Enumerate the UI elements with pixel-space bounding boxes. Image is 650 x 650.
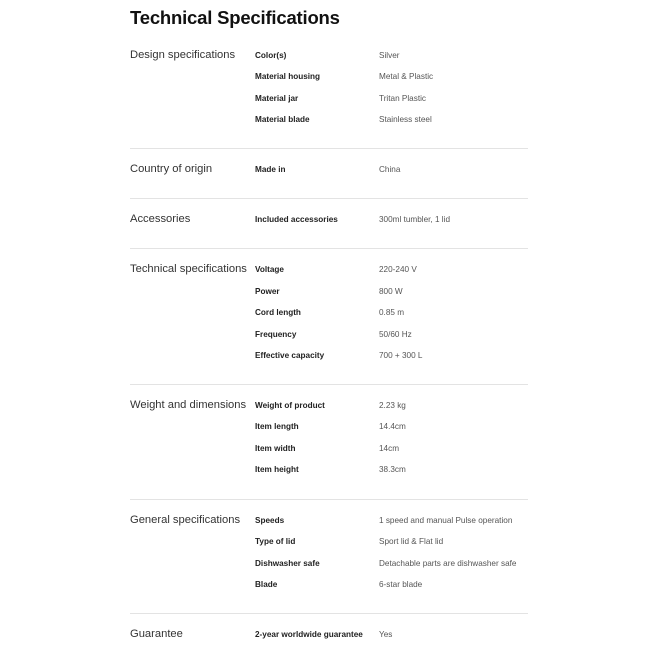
spec-value: Silver xyxy=(379,51,400,60)
section-divider xyxy=(130,384,528,385)
spec-value: Tritan Plastic xyxy=(379,94,427,103)
spec-label: Blade xyxy=(255,580,278,589)
spec-row xyxy=(130,401,528,417)
spec-row xyxy=(130,580,528,596)
section-heading: Country of origin xyxy=(130,163,213,175)
spec-row xyxy=(130,115,528,131)
section-heading: Technical specifications xyxy=(130,263,247,275)
spec-row xyxy=(130,215,528,231)
section-divider xyxy=(130,198,528,199)
spec-label: Cord length xyxy=(255,308,301,317)
section-divider xyxy=(130,148,528,149)
spec-row xyxy=(130,516,528,532)
spec-value: Yes xyxy=(379,630,393,639)
spec-value: Stainless steel xyxy=(379,115,432,124)
spec-label: Effective capacity xyxy=(255,351,325,360)
spec-row xyxy=(130,330,528,346)
section-divider xyxy=(130,248,528,249)
spec-row xyxy=(130,94,528,110)
spec-label: Included accessories xyxy=(255,215,338,224)
spec-value: 0.85 m xyxy=(379,308,405,317)
spec-value: Detachable parts are dishwasher safe xyxy=(379,559,517,568)
spec-label: Item width xyxy=(255,444,296,453)
spec-row xyxy=(130,165,528,181)
spec-row xyxy=(130,630,528,646)
spec-value: Metal & Plastic xyxy=(379,72,434,81)
spec-row xyxy=(130,287,528,303)
spec-row xyxy=(130,422,528,438)
spec-label: Type of lid xyxy=(255,537,296,546)
spec-label: Voltage xyxy=(255,265,284,274)
section-divider xyxy=(130,613,528,614)
spec-value: 6-star blade xyxy=(379,580,423,589)
spec-value: 300ml tumbler, 1 lid xyxy=(379,215,450,224)
section-heading: General specifications xyxy=(130,514,241,526)
spec-label: Dishwasher safe xyxy=(255,559,320,568)
spec-label: Material housing xyxy=(255,72,321,81)
spec-value: China xyxy=(379,165,401,174)
spec-row xyxy=(130,351,528,367)
spec-label: Item length xyxy=(255,422,299,431)
spec-label: Power xyxy=(255,287,280,296)
spec-row xyxy=(130,308,528,324)
spec-value: 50/60 Hz xyxy=(379,330,412,339)
spec-value: 38.3cm xyxy=(379,465,406,474)
section-heading: Guarantee xyxy=(130,628,183,640)
spec-label: Color(s) xyxy=(255,51,287,60)
spec-value: 14cm xyxy=(379,444,400,453)
section-heading: Design specifications xyxy=(130,49,236,61)
spec-row xyxy=(130,465,528,481)
spec-value: 800 W xyxy=(379,287,403,296)
spec-row xyxy=(130,72,528,88)
spec-value: Sport lid & Flat lid xyxy=(379,537,444,546)
spec-label: 2-year worldwide guarantee xyxy=(255,630,363,639)
page-title: Technical Specifications xyxy=(130,7,340,28)
section-heading: Accessories xyxy=(130,213,191,225)
spec-value: 14.4cm xyxy=(379,422,406,431)
spec-label: Made in xyxy=(255,165,286,174)
spec-label: Speeds xyxy=(255,516,285,525)
spec-value: 700 + 300 L xyxy=(379,351,423,360)
section-heading: Weight and dimensions xyxy=(130,399,247,411)
spec-value: 220-240 V xyxy=(379,265,417,274)
spec-label: Frequency xyxy=(255,330,297,339)
spec-row xyxy=(130,559,528,575)
spec-row xyxy=(130,444,528,460)
spec-label: Item height xyxy=(255,465,299,474)
spec-label: Material blade xyxy=(255,115,310,124)
section-divider xyxy=(130,499,528,500)
spec-value: 1 speed and manual Pulse operation xyxy=(379,516,513,525)
spec-row xyxy=(130,265,528,281)
spec-row xyxy=(130,51,528,67)
spec-value: 2.23 kg xyxy=(379,401,406,410)
spec-row xyxy=(130,537,528,553)
spec-label: Material jar xyxy=(255,94,299,103)
spec-label: Weight of product xyxy=(255,401,325,410)
